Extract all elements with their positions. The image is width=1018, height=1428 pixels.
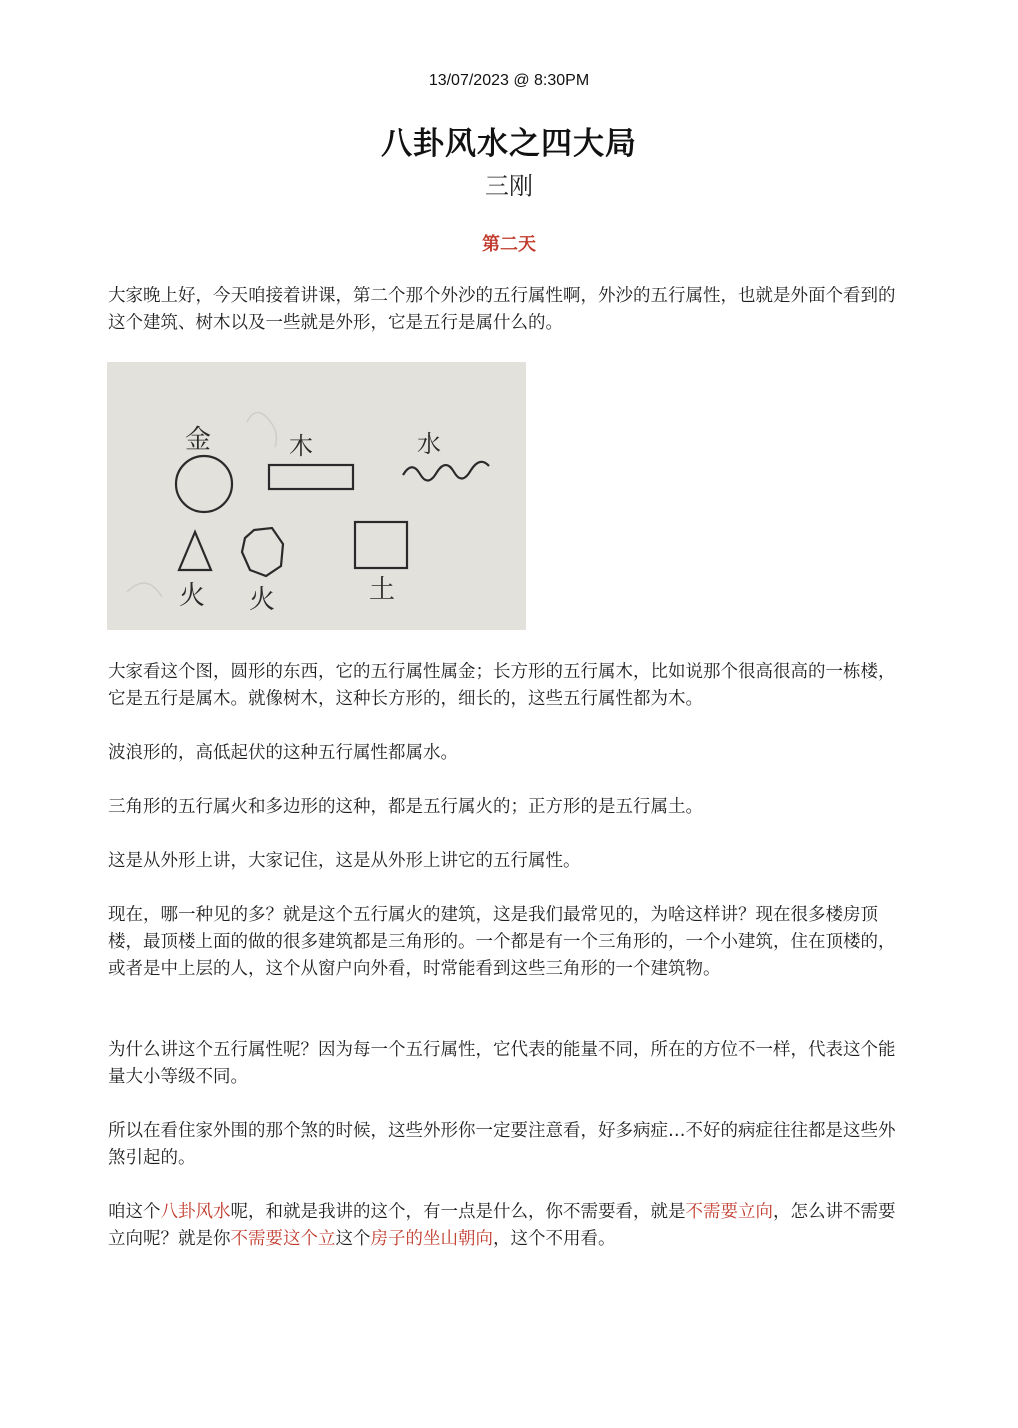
highlight-house-facing: 房子的坐山朝向: [370, 1229, 493, 1249]
paragraph-fire-earth: 三角形的五行属火和多边形的这种，都是五行属火的；正方形的是五行属土。: [108, 797, 703, 817]
page-title: 八卦风水之四大局: [381, 126, 637, 162]
text-segment: 这个: [335, 1229, 371, 1249]
paragraph-bagua: [108, 1199, 912, 1253]
text-segment: ，这个不用看。: [493, 1229, 616, 1249]
label-water: 水: [417, 430, 441, 458]
label-wood: 木: [289, 432, 313, 460]
paragraph-water: 波浪形的，高低起伏的这种五行属性都属水。: [108, 743, 458, 763]
paragraph-remember: 这是从外形上讲，大家记住，这是从外形上讲它的五行属性。: [108, 851, 581, 871]
highlight-no-need-set: 不需要这个立: [230, 1229, 336, 1249]
label-fire-1: 火: [179, 581, 206, 611]
highlight-no-orientation: 不需要立向: [685, 1202, 773, 1222]
paragraph-common-fire: 现在，哪一种见的多？就是这个五行属火的建筑，这是我们最常见的，为啥这样讲？现在很多楼房顶楼，最顶楼上面的做的很多建筑都是三角形的。一个都是有一个三角形的，一个小建筑，住在顶楼的，或者是中上层的人，这个从窗户向外看，时常能看到这些三角形的一个建筑物。: [108, 905, 896, 979]
paragraph-intro: 大家晚上好，今天咱接着讲课，第二个那个外沙的五行属性啊，外沙的五行属性，也就是外面个看到的这个建筑、树木以及一些就是外形，它是五行是属什么的。: [108, 286, 896, 333]
five-elements-sketch: [107, 362, 526, 630]
label-fire-2: 火: [249, 585, 276, 615]
day-heading: 第二天: [482, 234, 536, 255]
five-elements-sketch-photo: [107, 362, 526, 630]
label-earth: 土: [369, 575, 396, 605]
text-segment: 呢，和就是我讲的这个，有一点是什么，你不需要看，就是: [230, 1202, 686, 1222]
paragraph-shapes-metal-wood: 大家看这个图，圆形的东西，它的五行属性属金；长方形的五行属木，比如说那个很高很高的一栋楼，它是五行是属木。就像树木，这种长方形的，细长的，这些五行属性都为木。: [108, 662, 896, 709]
text-segment: 咱这个: [108, 1202, 161, 1222]
text-segment: ，怎么讲不需要立向呢？就是你: [108, 1202, 896, 1249]
paragraph-energy: 为什么讲这个五行属性呢？因为每一个五行属性，它代表的能量不同，所在的方位不一样，代表这个能量大小等级不同。: [108, 1040, 896, 1087]
page-subtitle: 三刚: [485, 172, 533, 200]
lecture-date: 13/07/2023 @ 8:30PM: [428, 72, 590, 89]
highlight-bagua-fengshui: 八卦风水: [160, 1202, 231, 1222]
label-metal: 金: [185, 425, 212, 455]
paragraph-sha: 所以在看住家外围的那个煞的时候，这些外形你一定要注意看，好多病症…不好的病症往往都是这些外煞引起的。: [108, 1121, 896, 1168]
